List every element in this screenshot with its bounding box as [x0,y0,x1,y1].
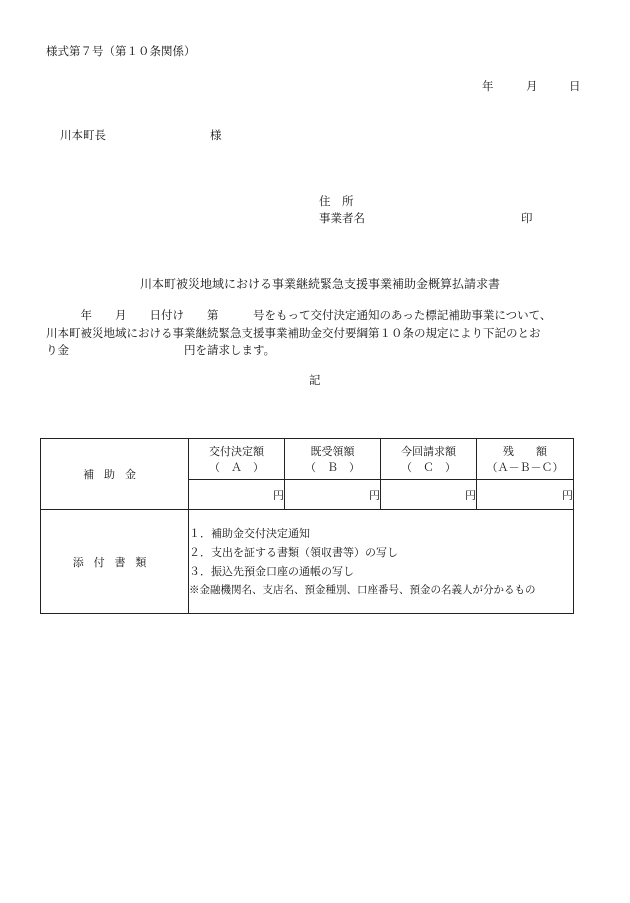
col-c-code: （ Ｃ ） [401,461,456,474]
col-header-c [381,439,477,480]
body-line: り金 円を請求します。 [46,343,276,357]
date-month: 月 [526,79,538,93]
col-remaining-code: （Ａ－Ｂ－Ｃ） [486,461,564,474]
request-body [46,307,594,360]
subsidy-table [40,438,574,614]
amount-c-field[interactable]: 円 [381,480,477,510]
document-title: 川本町被災地域における事業継続緊急支援事業補助金概算払請求書 [140,277,501,291]
amount-b-field[interactable]: 円 [285,480,381,510]
addressee-name: 川本町長 [60,128,106,142]
col-b-code: （ Ｂ ） [305,461,360,474]
col-header-b [285,439,381,480]
attachment-item: ２．支出を証する書類（領収書等）の写し [189,545,398,559]
col-a-label: 交付決定額 [209,445,264,458]
col-header-remaining [477,439,574,480]
seal-mark: 印 [521,211,533,225]
attachment-note: ※金融機関名、支店名、預金種別、口座番号、預金の名義人が分かるもの [189,583,536,596]
date-day: 日 [569,79,581,93]
attachments-label: 添付書類 [41,510,189,614]
addressee-honorific: 様 [210,128,222,142]
body-line: 年 月 日付け 第 号をもって交付決定通知のあった標記補助事業について、 [46,308,552,322]
date-year: 年 [482,79,494,93]
attachments-list [189,510,574,614]
col-header-a [189,439,285,480]
amount-remaining-field[interactable]: 円 [477,480,574,510]
col-c-label: 今回請求額 [401,445,456,458]
address-label: 住 所 [319,194,354,208]
col-a-code: （ Ａ ） [209,461,264,474]
subsidy-label: 補助金 [41,439,189,510]
col-remaining-label: 残 額 [503,445,547,458]
ki-heading: 記 [309,373,321,387]
body-line: 川本町被災地域における事業継続緊急支援事業補助金交付要綱第１０条の規定により下記のとお [46,325,541,340]
amount-a-field[interactable]: 円 [189,480,285,510]
business-name-label: 事業者名 [319,211,365,225]
attachment-item: ３．振込先預金口座の通帳の写し [189,564,354,578]
form-number: 様式第７号（第１０条関係） [46,44,196,58]
attachment-item: １．補助金交付決定通知 [189,526,310,540]
col-b-label: 既受領額 [310,445,355,458]
